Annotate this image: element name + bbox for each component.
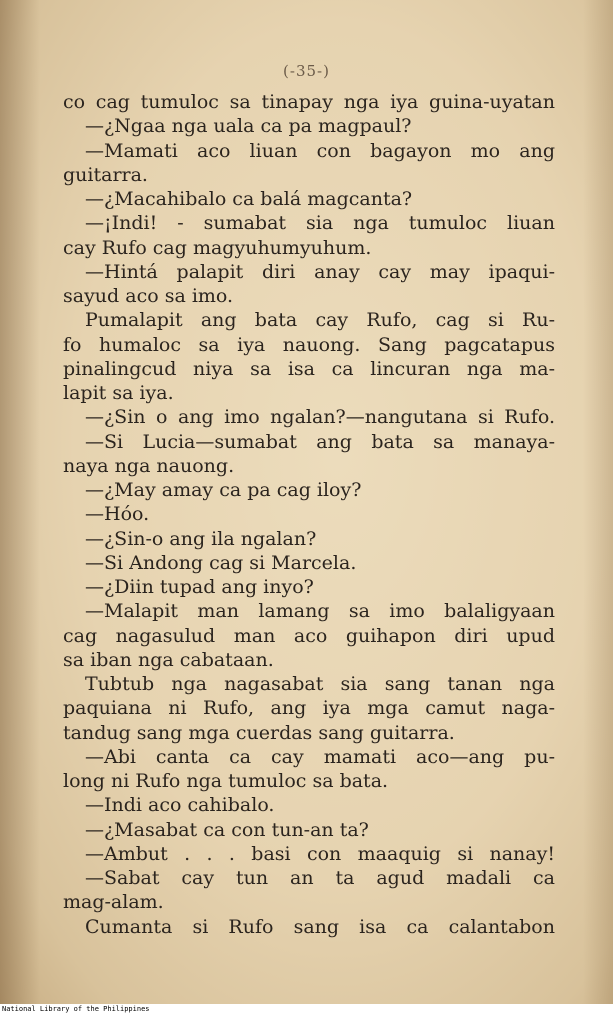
text-line: mag-alam. — [63, 891, 164, 914]
text-line: —¿Masabat ca con tun-an ta? — [85, 818, 369, 841]
text-line: cay Rufo cag magyuhumyuhum. — [63, 236, 372, 259]
text-line: —¿Macahibalo ca balá magcanta? — [85, 188, 413, 210]
text-line: tandug sang mga cuerdas sang guitarra. — [63, 721, 455, 744]
text-line: —Malapit man lamang sa imo balaligyaan — [85, 600, 555, 623]
text-line: Cumanta si Rufo sang isa ca calantabon — [85, 915, 555, 938]
text-line: —¿Sin o ang imo ngalan?—nangutana si Rufo. — [85, 406, 555, 429]
page-number: (-35-) — [283, 62, 330, 80]
text-line: —Si Lucia—sumabat ang bata sa manaya- — [85, 430, 555, 453]
text-line: —Hóo. — [85, 503, 150, 526]
text-line: guitarra. — [63, 163, 148, 186]
text-line: paquiana ni Rufo, ang iya mga camut naga- — [63, 697, 555, 720]
text-line: —Mamati aco liuan con bagayon mo ang — [85, 139, 555, 162]
text-line: sa iban nga cabataan. — [63, 648, 274, 671]
text-line: —Ambut . . . basi con maaquig si nanay! — [85, 842, 555, 865]
text-line: —Sabat cay tun an ta agud madali ca — [85, 867, 555, 889]
text-line: fo humaloc sa iya nauong. Sang pagcatapus — [63, 333, 555, 356]
text-line: —Abi canta ca cay mamati aco—ang pu- — [85, 745, 555, 768]
text-line: lapit sa iya. — [63, 382, 174, 404]
text-line: cag nagasulud man aco guihapon diri upud — [63, 624, 555, 647]
text-line: sayud aco sa imo. — [63, 285, 234, 307]
text-line: naya nga nauong. — [63, 454, 235, 477]
text-line: —¿Diin tupad ang inyo? — [85, 576, 314, 598]
text-line: —¿May amay ca pa cag iloy? — [85, 479, 362, 501]
text-line: pinalingcud niya sa isa ca lincuran nga ma- — [63, 357, 555, 380]
library-credit: National Library of the Philippines — [2, 1005, 150, 1013]
text-line: long ni Rufo nga tumuloc sa bata. — [63, 770, 389, 792]
text-line: —Si Andong cag si Marcela. — [85, 551, 357, 574]
text-line: —Hintá palapit diri anay cay may ipaqui- — [85, 260, 555, 283]
text-line: —¿Sin-o ang ila ngalan? — [85, 527, 317, 550]
text-line: —Indi aco cahibalo. — [85, 794, 275, 817]
text-line: —¡Indi! - sumabat sia nga tumuloc liuan — [85, 212, 555, 235]
text-block — [63, 90, 555, 939]
text-line: Pumalapit ang bata cay Rufo, cag si Ru- — [85, 309, 555, 332]
text-line: co cag tumuloc sa tinapay nga iya guina-uyatan — [63, 91, 555, 113]
text-line: Tubtub nga nagasabat sia sang tanan nga — [85, 673, 555, 695]
text-line: —¿Ngaa nga uala ca pa magpaul? — [85, 115, 412, 138]
